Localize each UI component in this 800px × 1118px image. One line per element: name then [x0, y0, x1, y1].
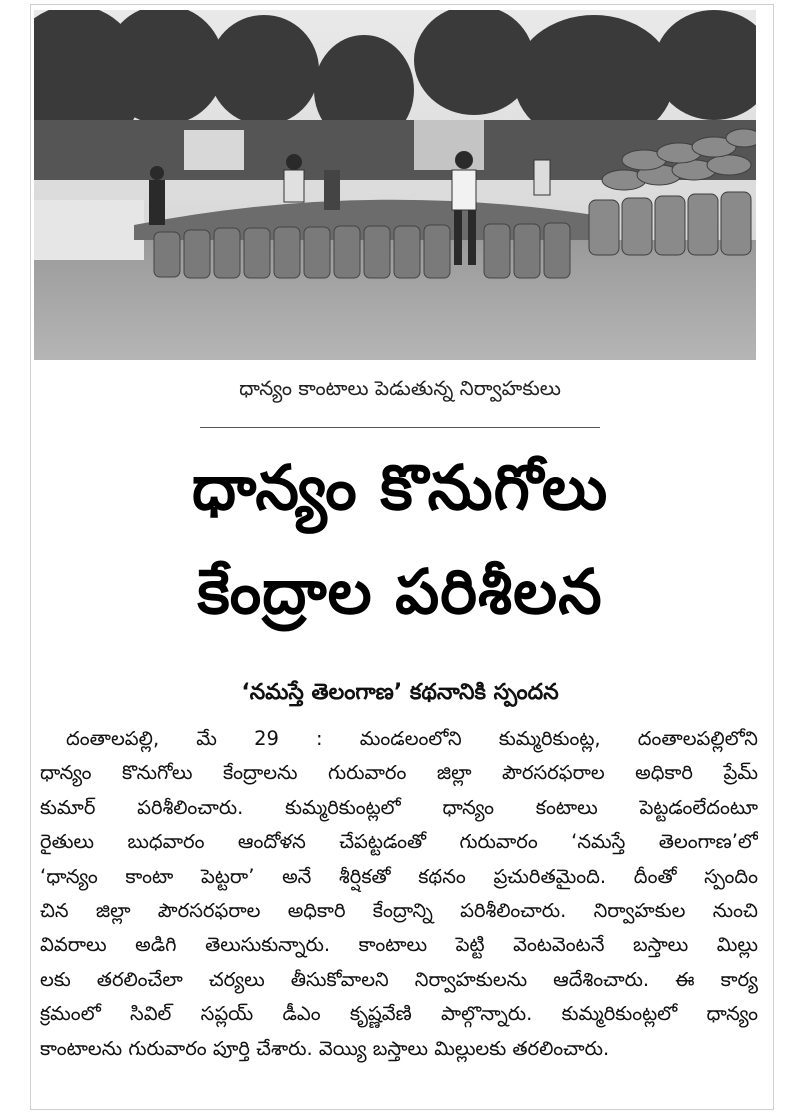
photo-caption: ధాన్యం కాంటాలు పెడుతున్న నిర్వాహకులు [239, 376, 561, 400]
caption-divider [200, 427, 600, 428]
headline-line-1: ధాన్యం కొనుగోలు [191, 451, 609, 524]
news-photo [34, 10, 756, 360]
body-line: క్రమంలో సివిల్ సప్లయ్ డీఎం కృష్ణవేణి పాల్గొన్నారు. కుమ్మరికుంట్లలో ధాన్యం [40, 1002, 758, 1026]
body-line: ధాన్యం కొనుగోలు కేంద్రాలను గురువారం జిల్లా పౌరసరఫరాల అధికారి ప్రేమ్ [40, 761, 758, 785]
body-line: ‘ధాన్యం కాంటా పెట్టరా’ అనే శీర్షికతో కథనం ప్రచురితమైంది. దీంతో స్పందిం [40, 864, 758, 888]
headline-line-2: కేంద్రాల పరిశీలన [197, 555, 603, 628]
body-line: వివరాలు అడిగి తెలుసుకున్నారు. కాంటాలు పెట్టి వెంటవెంటనే బస్తాలు మిల్లు [40, 933, 758, 957]
body-line: కుమార్ పరిశీలించారు. కుమ్మరికుంట్లలో ధాన్యం కంటాలు పెట్టడంలేదంటూ [40, 795, 758, 819]
body-line: చిన జిల్లా పౌరసరఫరాల అధికారి కేంద్రాన్ని పరిశీలించారు. నిర్వాహకుల నుంచి [40, 898, 758, 922]
article-body [40, 722, 758, 1066]
body-line: దంతాలపల్లి, మే 29 : మండలంలోని కుమ్మరికుంట్ల, దంతాలపల్లిలోని [66, 727, 758, 750]
subheadline: ‘నమస్తే తెలంగాణ’ కథనానికి స్పందన [241, 680, 559, 705]
body-line: లకు తరలించేలా చర్యలు తీసుకోవాలని నిర్వాహకులను ఆదేశించారు. ఈ కార్య [40, 967, 758, 991]
body-line: కాంటాలను గురువారం పూర్తి చేశారు. వెయ్యి బస్తాలు మిల్లులకు తరలించారు. [40, 1036, 610, 1060]
grain-market-photo [34, 10, 756, 360]
body-line: రైతులు బుధవారం ఆందోళన చేపట్టడంతో గురువారం ‘నమస్తే తెలంగాణ’లో [40, 830, 758, 854]
